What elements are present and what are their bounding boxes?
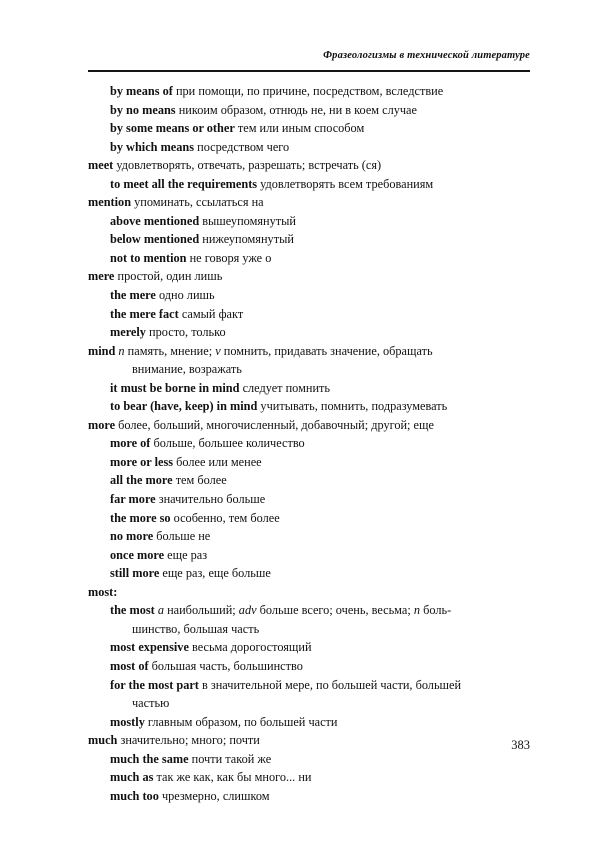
entry-term: still more bbox=[110, 566, 160, 581]
entry-term: below mentioned bbox=[110, 232, 200, 247]
dictionary-entry bbox=[88, 471, 530, 490]
header-rule bbox=[88, 70, 530, 72]
dictionary-entry bbox=[88, 119, 530, 138]
entry-gloss: больше, большее количество bbox=[153, 436, 305, 451]
dictionary-entry bbox=[88, 323, 530, 342]
dictionary-entry bbox=[88, 731, 530, 750]
entry-gloss: не говоря уже о bbox=[189, 250, 272, 265]
dictionary-entry bbox=[88, 267, 530, 286]
entry-gloss: вышеупомянутый bbox=[202, 213, 296, 228]
part-of-speech-marker: a bbox=[157, 603, 164, 618]
entry-term: much too bbox=[110, 788, 159, 803]
entry-continuation-line bbox=[88, 694, 530, 713]
dictionary-entry bbox=[88, 379, 530, 398]
entry-term: it must be borne in mind bbox=[110, 380, 240, 395]
entry-gloss: внимание, возражать bbox=[132, 362, 242, 377]
entry-gloss: значительно; много; почти bbox=[120, 733, 260, 748]
part-of-speech-marker: n bbox=[118, 343, 125, 358]
entry-term: by no means bbox=[110, 102, 176, 117]
entry-gloss: помнить, придавать значение, обращать bbox=[223, 343, 433, 358]
entry-term: by means of bbox=[110, 84, 173, 98]
entry-gloss: в значительной мере, по большей части, большей bbox=[201, 677, 462, 692]
entry-term: the most bbox=[110, 603, 155, 618]
dictionary-entry bbox=[88, 416, 530, 435]
entry-term: for the most part bbox=[110, 677, 199, 692]
entry-term: more of bbox=[110, 436, 151, 451]
entry-gloss: главным образом, по большей части bbox=[147, 714, 338, 729]
entry-term: once more bbox=[110, 547, 165, 562]
entry-gloss: еще раз, еще больше bbox=[162, 566, 271, 581]
entry-gloss: тем или иным способом bbox=[237, 121, 365, 136]
entry-term: mostly bbox=[110, 714, 145, 729]
part-of-speech-marker: adv bbox=[238, 603, 257, 618]
dictionary-entry bbox=[88, 138, 530, 157]
dictionary-entry bbox=[88, 490, 530, 509]
entry-term: no more bbox=[110, 529, 154, 544]
dictionary-entry bbox=[88, 787, 530, 806]
entry-gloss: одно лишь bbox=[158, 288, 215, 303]
entry-gloss: никоим образом, отнюдь не, ни в коем случае bbox=[178, 102, 417, 117]
dictionary-entry bbox=[88, 509, 530, 528]
entry-term: much as bbox=[110, 770, 154, 785]
entry-term: the mere fact bbox=[110, 306, 179, 321]
dictionary-entry bbox=[88, 212, 530, 231]
entry-gloss: просто, только bbox=[149, 325, 226, 340]
entry-term: not to mention bbox=[110, 250, 187, 265]
entry-gloss: почти такой же bbox=[191, 751, 272, 766]
part-of-speech-marker: n bbox=[413, 603, 420, 618]
entry-term: most expensive bbox=[110, 640, 189, 655]
entry-term: above mentioned bbox=[110, 213, 200, 228]
dictionary-entry bbox=[88, 713, 530, 732]
entry-term: most of bbox=[110, 658, 149, 673]
entry-term: to meet all the requirements bbox=[110, 176, 258, 191]
dictionary-entry bbox=[88, 453, 530, 472]
part-of-speech-marker: v bbox=[215, 343, 221, 358]
entry-gloss: следует помнить bbox=[242, 380, 331, 395]
dictionary-entry bbox=[88, 583, 530, 602]
entry-term: the mere bbox=[110, 288, 156, 303]
dictionary-entry bbox=[88, 156, 530, 175]
dictionary-entry bbox=[88, 305, 530, 324]
entry-gloss: тем более bbox=[175, 473, 227, 488]
entry-gloss: более или менее bbox=[176, 454, 262, 469]
entry-gloss: чрезмерно, слишком bbox=[161, 788, 270, 803]
dictionary-entry bbox=[88, 434, 530, 453]
page-number: 383 bbox=[511, 738, 530, 752]
entry-term: more bbox=[88, 417, 116, 432]
dictionary-entry bbox=[88, 601, 530, 620]
entry-gloss: боль- bbox=[423, 603, 452, 618]
dictionary-entry bbox=[88, 193, 530, 212]
dictionary-entry bbox=[88, 397, 530, 416]
entry-gloss: простой, один лишь bbox=[117, 269, 223, 284]
dictionary-entry bbox=[88, 101, 530, 120]
dictionary-entry bbox=[88, 527, 530, 546]
dictionary-entry bbox=[88, 82, 530, 101]
entry-term: by which means bbox=[110, 139, 195, 154]
entry-term: mention bbox=[88, 195, 132, 210]
entry-term: merely bbox=[110, 325, 146, 340]
entry-term: most: bbox=[88, 584, 118, 599]
entry-gloss: более, больший, многочисленный, добавочный; другой; еще bbox=[118, 417, 434, 432]
entry-column bbox=[88, 82, 530, 805]
entry-term: mind bbox=[88, 343, 116, 358]
entry-term: all the more bbox=[110, 473, 173, 488]
entry-gloss: весьма дорогостоящий bbox=[191, 640, 312, 655]
entry-term: mere bbox=[88, 269, 115, 284]
dictionary-entry bbox=[88, 638, 530, 657]
dictionary-entry bbox=[88, 676, 530, 695]
entry-gloss: больше не bbox=[156, 529, 211, 544]
entry-term: more or less bbox=[110, 454, 174, 469]
entry-gloss: удовлетворять, отвечать, разрешать; встречать (ся) bbox=[116, 158, 382, 173]
entry-term: far more bbox=[110, 492, 156, 507]
entry-gloss: нижеупомянутый bbox=[202, 232, 294, 247]
entry-gloss: упоминать, ссылаться на bbox=[134, 195, 264, 210]
entry-term: by some means or other bbox=[110, 121, 235, 136]
entry-term: much bbox=[88, 733, 118, 748]
entry-gloss: большая часть, большинство bbox=[151, 658, 303, 673]
entry-gloss: значительно больше bbox=[158, 492, 266, 507]
entry-gloss: шинство, большая часть bbox=[132, 621, 260, 636]
entry-gloss: частью bbox=[132, 696, 170, 711]
entry-term: to bear (have, keep) in mind bbox=[110, 399, 258, 414]
entry-gloss: память, мнение; bbox=[127, 343, 213, 358]
entry-gloss: так же как, как бы много... ни bbox=[156, 770, 312, 785]
entry-gloss: при помощи, по причине, посредством, вследствие bbox=[175, 84, 444, 98]
entry-gloss: самый факт bbox=[181, 306, 244, 321]
running-head: Фразеологизмы в технической литературе bbox=[323, 50, 530, 61]
entry-gloss: особенно, тем более bbox=[173, 510, 280, 525]
dictionary-entry bbox=[88, 768, 530, 787]
entry-gloss: наибольший; bbox=[167, 603, 236, 618]
dictionary-entry bbox=[88, 175, 530, 194]
entry-gloss: еще раз bbox=[167, 547, 208, 562]
entry-term: much the same bbox=[110, 751, 189, 766]
dictionary-entry bbox=[88, 249, 530, 268]
entry-term: meet bbox=[88, 158, 114, 173]
dictionary-entry bbox=[88, 342, 530, 361]
dictionary-entry bbox=[88, 230, 530, 249]
entry-gloss: удовлетворять всем требованиям bbox=[260, 176, 434, 191]
entry-gloss: больше всего; очень, весьма; bbox=[259, 603, 411, 618]
entry-gloss: учитывать, помнить, подразумевать bbox=[260, 399, 448, 414]
dictionary-entry bbox=[88, 750, 530, 769]
entry-continuation-line bbox=[88, 620, 530, 639]
dictionary-entry bbox=[88, 286, 530, 305]
dictionary-entry bbox=[88, 657, 530, 676]
entry-gloss: посредством чего bbox=[197, 139, 290, 154]
dictionary-entry bbox=[88, 564, 530, 583]
dictionary-entry bbox=[88, 546, 530, 565]
entry-continuation-line bbox=[88, 360, 530, 379]
entry-term: the more so bbox=[110, 510, 171, 525]
